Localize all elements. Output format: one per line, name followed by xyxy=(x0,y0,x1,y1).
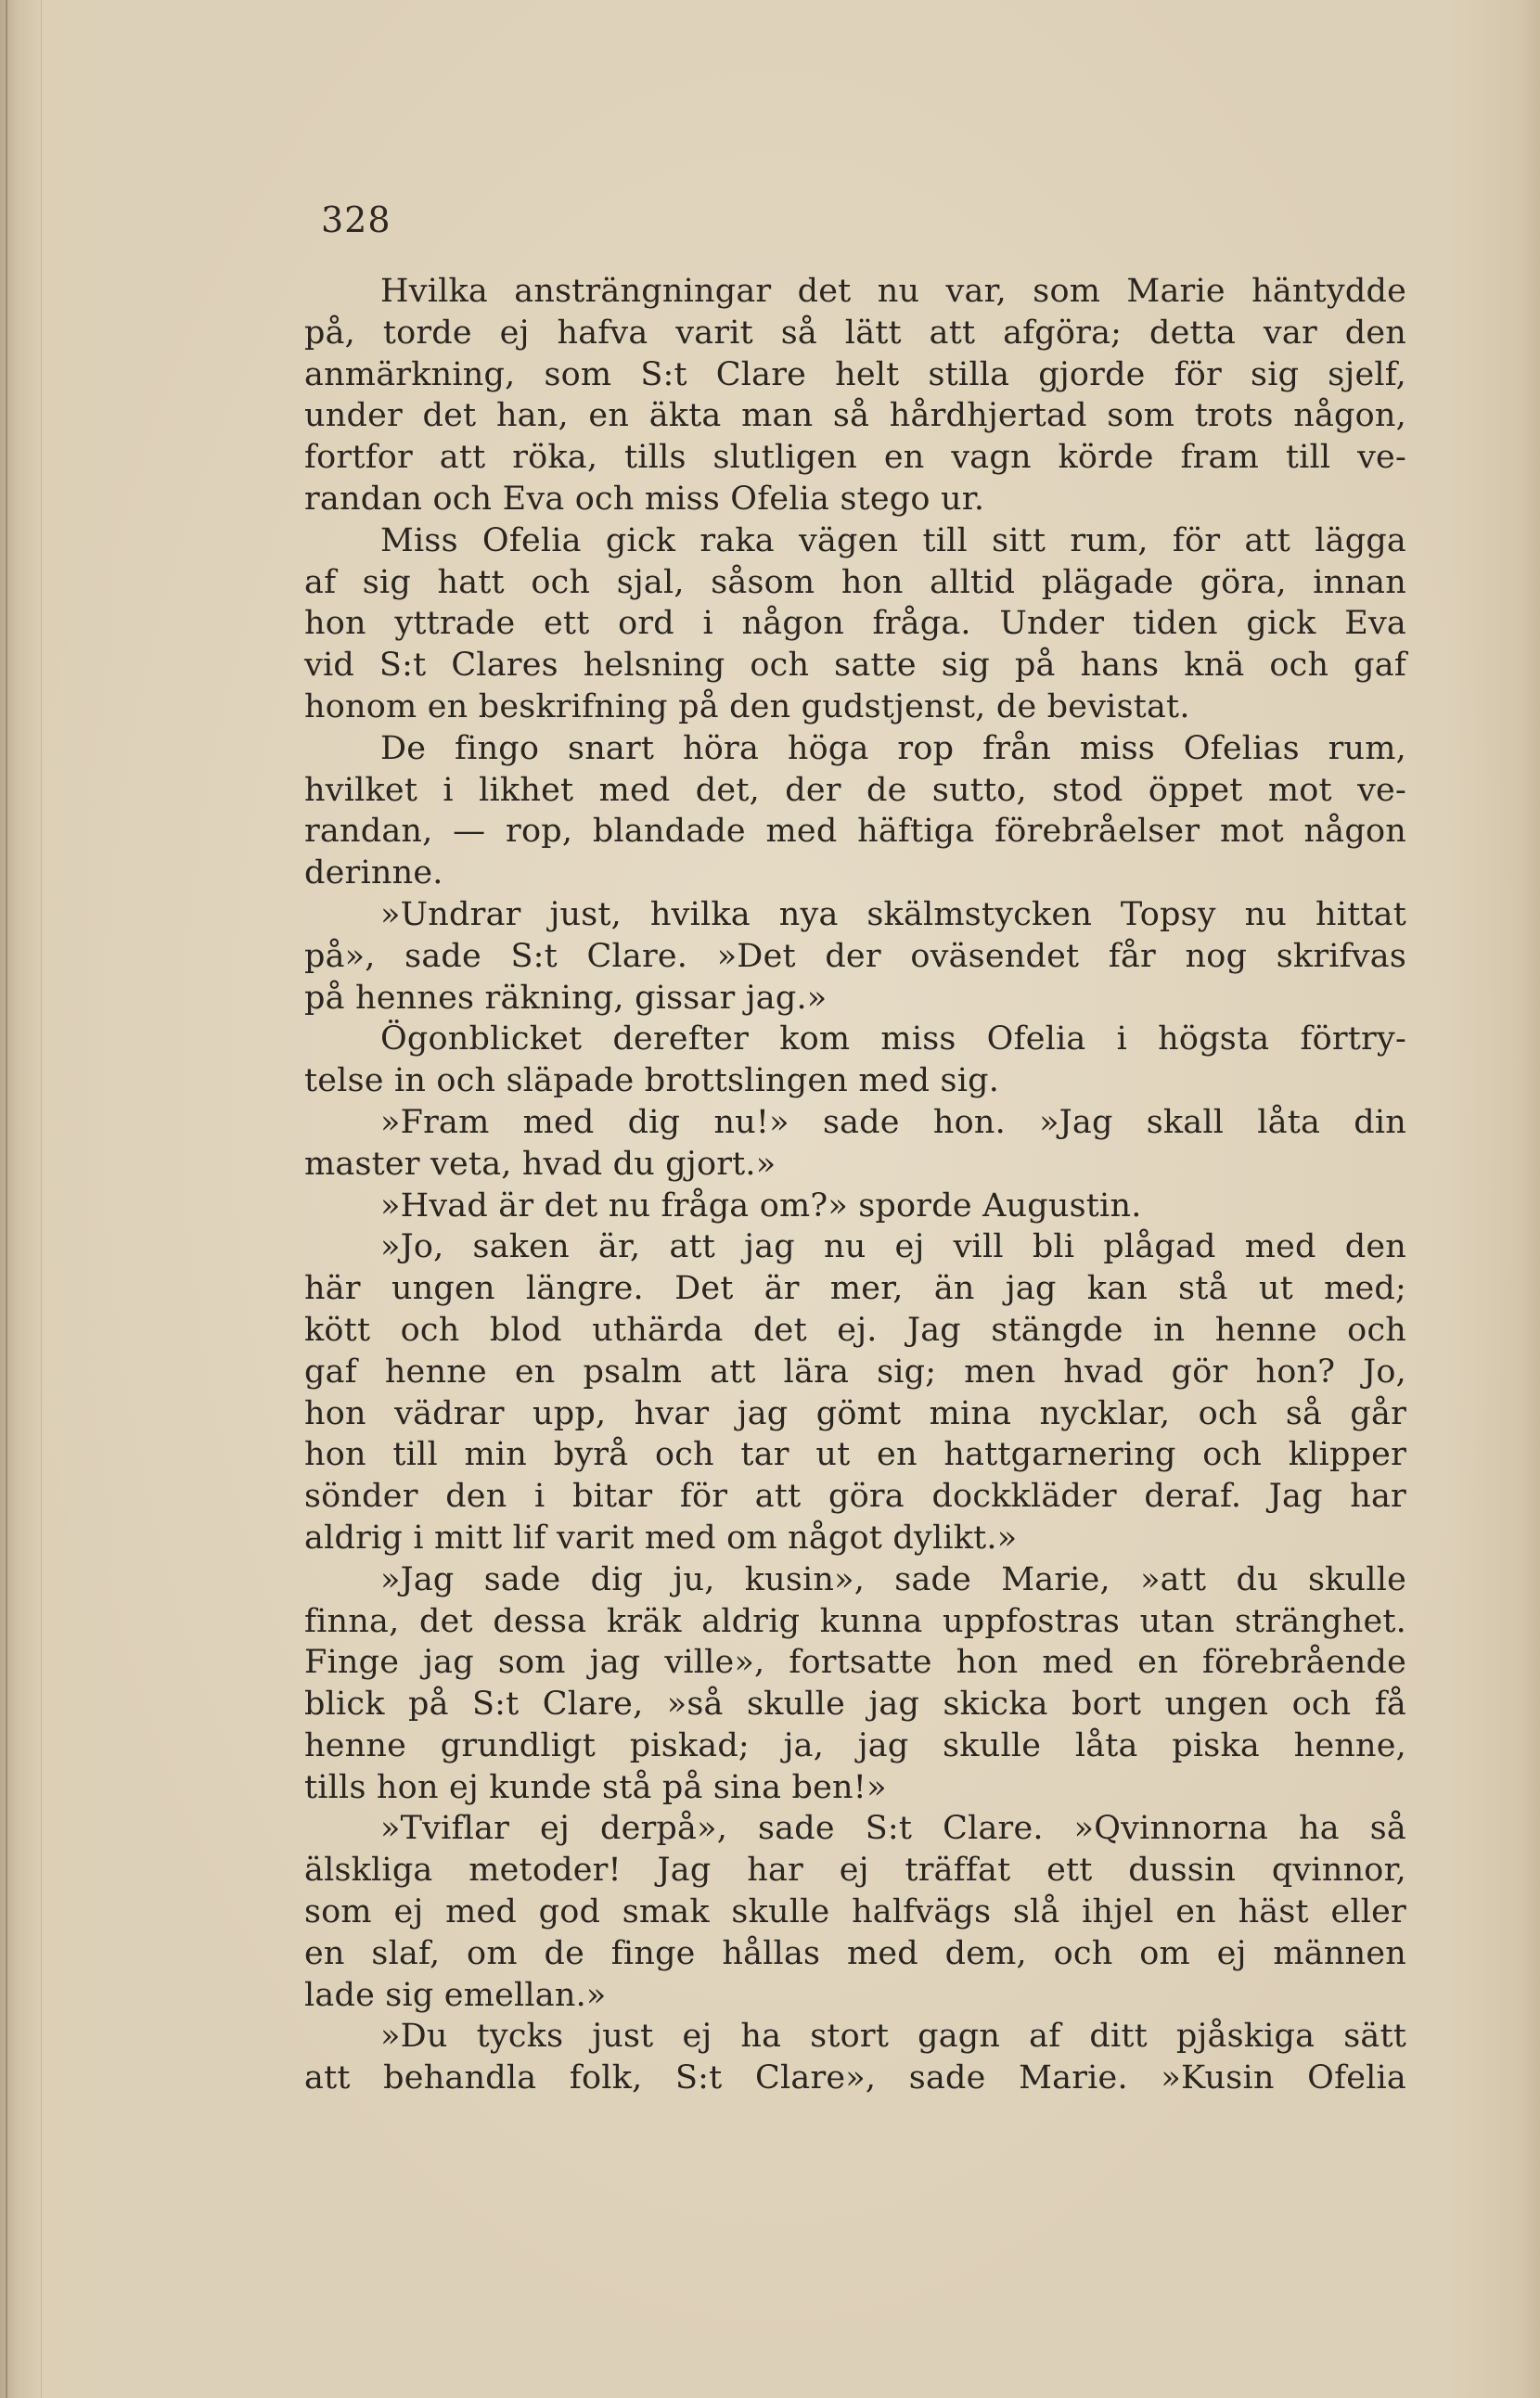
text-line: hon yttrade ett ord i någon fråga. Under tiden gick Eva xyxy=(304,605,1406,643)
binding-edge xyxy=(6,0,7,2398)
text-line: hon till min byrå och tar ut en hattgarnering och klipper xyxy=(304,1436,1406,1474)
text-line: »Fram med dig nu!» sade hon. »Jag skall låta din xyxy=(380,1103,1406,1141)
text-line: honom en beskrifning på den gudstjenst, de bevistat. xyxy=(304,687,1190,725)
text-line: älskliga metoder! Jag har ej träffat ett dussin qvinnor, xyxy=(304,1852,1406,1890)
text-line: kött och blod uthärda det ej. Jag stängde in henne och xyxy=(304,1311,1406,1349)
text-line: en slaf, om de finge hållas med dem, och om ej männen xyxy=(304,1934,1406,1972)
text-line: gaf henne en psalm att lära sig; men hvad gör hon? Jo, xyxy=(304,1353,1406,1391)
text-line: »Hvad är det nu fråga om?» sporde Augustin. xyxy=(380,1186,1142,1225)
text-line: De fingo snart höra höga rop från miss Ofelias rum, xyxy=(380,729,1406,767)
text-line: Finge jag som jag ville», fortsatte hon med en förebrående xyxy=(304,1644,1406,1682)
text-line: Ögonblicket derefter kom miss Ofelia i högsta förtry- xyxy=(380,1020,1406,1058)
text-line: på, torde ej hafva varit så lätt att afgöra; detta var den xyxy=(304,314,1406,352)
text-line: sönder den i bitar för att göra dockkläder deraf. Jag har xyxy=(304,1478,1406,1516)
text-line: på», sade S:t Clare. »Det der oväsendet får nog skrifvas xyxy=(304,937,1406,975)
text-line: derinne. xyxy=(304,854,443,892)
text-line: blick på S:t Clare, »så skulle jag skicka bort ungen och få xyxy=(304,1686,1406,1724)
binding-shadow xyxy=(41,0,42,2398)
page-number: 328 xyxy=(321,199,391,240)
text-line: telse in och släpade brottslingen med sig. xyxy=(304,1062,1000,1100)
text-line: här ungen längre. Det är mer, än jag kan stå ut med; xyxy=(304,1270,1406,1308)
text-line: lade sig emellan.» xyxy=(304,1976,607,2014)
text-line: »Jo, saken är, att jag nu ej vill bli plågad med den xyxy=(380,1228,1406,1266)
text-line: vid S:t Clares helsning och satte sig på hans knä och gaf xyxy=(304,647,1406,685)
text-line: att behandla folk, S:t Clare», sade Marie. »Kusin Ofelia xyxy=(304,2059,1406,2097)
text-line: henne grundligt piskad; ja, jag skulle låta piska henne, xyxy=(304,1726,1406,1764)
text-line: randan och Eva och miss Ofelia stego ur. xyxy=(304,480,985,518)
text-line: aldrig i mitt lif varit med om något dylikt.» xyxy=(304,1519,1018,1557)
text-line: »Tviflar ej derpå», sade S:t Clare. »Qvinnorna ha så xyxy=(380,1810,1406,1848)
body-text xyxy=(304,271,1406,2099)
text-line: »Undrar just, hvilka nya skälmstycken Topsy nu hittat xyxy=(380,895,1406,933)
text-line: som ej med god smak skulle halfvägs slå ihjel en häst eller xyxy=(304,1893,1406,1931)
text-line: Hvilka ansträngningar det nu var, som Marie häntydde xyxy=(380,273,1406,310)
text-line: tills hon ej kunde stå på sina ben!» xyxy=(304,1768,887,1806)
text-line: af sig hatt och sjal, såsom hon alltid plägade göra, innan xyxy=(304,563,1406,601)
text-line: finna, det dessa kräk aldrig kunna uppfostras utan stränghet. xyxy=(304,1602,1406,1640)
text-line: hvilket i likhet med det, der de sutto, stod öppet mot ve- xyxy=(304,771,1406,809)
text-line: hon vädrar upp, hvar jag gömt mina nycklar, och så går xyxy=(304,1394,1406,1432)
text-line: under det han, en äkta man så hårdhjertad som trots någon, xyxy=(304,397,1406,435)
text-line: »Du tycks just ej ha stort gagn af ditt pjåskiga sätt xyxy=(380,2018,1406,2056)
text-line: master veta, hvad du gjort.» xyxy=(304,1145,776,1183)
text-line: fortfor att röka, tills slutligen en vagn körde fram till ve- xyxy=(304,439,1406,477)
text-line: på hennes räkning, gissar jag.» xyxy=(304,979,828,1017)
text-line: Miss Ofelia gick raka vägen till sitt rum, för att lägga xyxy=(380,521,1406,559)
text-line: randan, — rop, blandade med häftiga förebråelser mot någon xyxy=(304,813,1406,851)
text-line: anmärkning, som S:t Clare helt stilla gjorde för sig sjelf, xyxy=(304,355,1406,393)
text-line: »Jag sade dig ju, kusin», sade Marie, »att du skulle xyxy=(380,1560,1406,1598)
